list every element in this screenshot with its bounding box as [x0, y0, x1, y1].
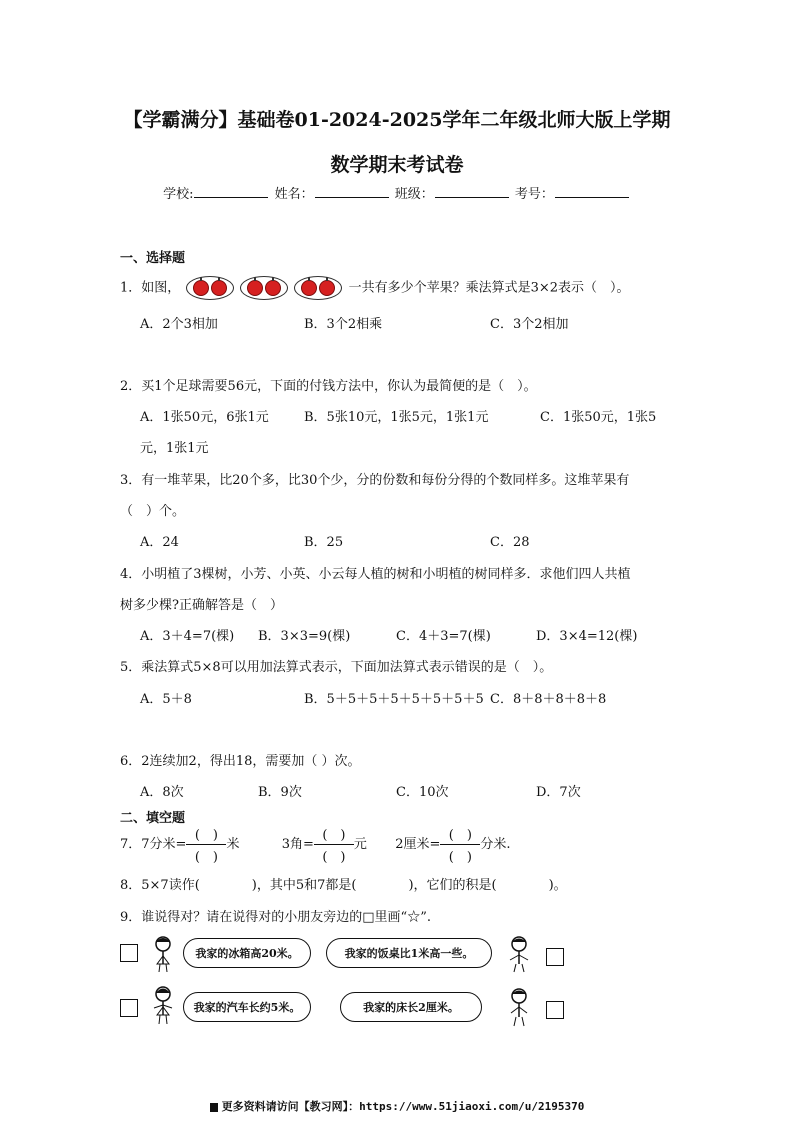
name-label: 姓名：: [274, 187, 314, 202]
school-blank[interactable]: [194, 185, 268, 198]
exam-title-line2: 数学期末考试卷: [330, 154, 464, 176]
fraction-blank[interactable]: ( ) ( ): [186, 824, 226, 865]
q2-option-a[interactable]: A．1张50元，6张1元: [140, 410, 269, 425]
apple-group-icon: [186, 276, 234, 300]
q6-option-b[interactable]: B．9次: [258, 785, 302, 800]
section-fill-heading: 二、填空题: [120, 811, 186, 826]
question-9: 9．谁说得对？请在说得对的小朋友旁边的□里画“☆”.: [120, 910, 431, 925]
q6-option-a[interactable]: A．8次: [140, 785, 184, 800]
question-3-cont: （ ）个。: [120, 504, 186, 519]
answer-checkbox-4[interactable]: [546, 1001, 564, 1019]
fraction-blank[interactable]: ( ) ( ): [440, 824, 480, 865]
q2-option-b[interactable]: B．5张10元，1张5元，1张1元: [304, 410, 489, 425]
answer-checkbox-2[interactable]: [546, 948, 564, 966]
q4-option-a[interactable]: A．3＋4=7(棵): [140, 629, 235, 644]
q6-option-d[interactable]: D．7次: [536, 785, 581, 800]
question-4-cont: 树多少棵?正确解答是（ ）: [120, 598, 283, 613]
speech-bubble-3: 我家的汽车长约5米。: [183, 992, 311, 1022]
apple-group-icon: [294, 276, 342, 300]
boy-figure-icon: [502, 934, 536, 974]
q3-option-a[interactable]: A．24: [140, 535, 179, 550]
q4-option-b[interactable]: B．3×3=9(棵): [258, 629, 351, 644]
exam-no-label: 考号：: [514, 187, 554, 202]
q2-option-c-cont: 元，1张1元: [140, 441, 209, 456]
girl-figure-icon: [148, 934, 178, 974]
apple-group-icon: [240, 276, 288, 300]
girl-figure-icon: [148, 984, 178, 1026]
class-blank[interactable]: [435, 185, 509, 198]
question-5: 5．乘法算式5×8可以用加法算式表示，下面加法算式表示错误的是（ ）。: [120, 660, 553, 675]
q1-option-c[interactable]: C．3个2相加: [490, 317, 569, 332]
speech-bubble-1: 我家的冰箱高20米。: [183, 938, 311, 968]
apple-groups-image: [186, 276, 342, 300]
section-choice-heading: 一、选择题: [120, 251, 186, 266]
q1-option-a[interactable]: A．2个3相加: [140, 317, 218, 332]
flag-icon: [210, 1103, 218, 1112]
q6-option-c[interactable]: C．10次: [396, 785, 449, 800]
exam-no-blank[interactable]: [555, 185, 629, 198]
school-label: 学校:: [163, 187, 194, 202]
question-7: 7．7分米= ( ) ( ) 米 3角= ( ) ( ) 元 2厘米= ( ) ( ) 分米.: [120, 824, 511, 865]
question-6: 6．2连续加2，得出18，需要加（ ）次。: [120, 754, 361, 769]
q4-option-c[interactable]: C．4＋3=7(棵): [396, 629, 491, 644]
q4-option-d[interactable]: D．3×4=12(棵): [536, 629, 638, 644]
fraction-blank[interactable]: ( ) ( ): [314, 824, 354, 865]
student-info-line: [0, 183, 794, 202]
question-2: 2．买1个足球需要56元，下面的付钱方法中，你认为最简便的是（ ）。: [120, 379, 537, 394]
question-1: 1．如图， 一共有多少个苹果？乘法算式是3×2表示（ ）。: [120, 276, 630, 300]
answer-checkbox-1[interactable]: [120, 944, 138, 962]
q3-option-c[interactable]: C．28: [490, 535, 530, 550]
question-3: 3．有一堆苹果，比20个多，比30个少，分的份数和每份分得的个数同样多。这堆苹果有: [120, 473, 630, 488]
q2-option-c[interactable]: C．1张50元，1张5: [540, 410, 657, 425]
boy-figure-icon: [502, 986, 536, 1028]
q5-option-c[interactable]: C．8＋8＋8＋8＋8: [490, 692, 607, 707]
q1-option-b[interactable]: B．3个2相乘: [304, 317, 383, 332]
name-blank[interactable]: [315, 185, 389, 198]
class-label: 班级：: [394, 187, 434, 202]
speech-bubble-4: 我家的床长2厘米。: [340, 992, 482, 1022]
q3-option-b[interactable]: B．25: [304, 535, 344, 550]
q5-option-a[interactable]: A．5＋8: [140, 692, 192, 707]
q5-option-b[interactable]: B．5＋5＋5＋5＋5＋5＋5＋5: [304, 692, 484, 707]
answer-checkbox-3[interactable]: [120, 999, 138, 1017]
question-4: 4．小明植了3棵树，小芳、小英、小云每人植的树和小明植的树同样多．求他们四人共植: [120, 567, 631, 582]
speech-bubble-2: 我家的饭桌比1米高一些。: [326, 938, 492, 968]
question-8: 8．5×7读作( )，其中5和7都是( )，它们的积是( )。: [120, 878, 567, 893]
footer-link[interactable]: 更多资料请访问【教习网】：https://www.51jiaoxi.com/u/2195370: [0, 1098, 794, 1114]
exam-title-line1: 【学霸满分】基础卷01-2024-2025学年二年级北师大版上学期: [123, 109, 671, 131]
